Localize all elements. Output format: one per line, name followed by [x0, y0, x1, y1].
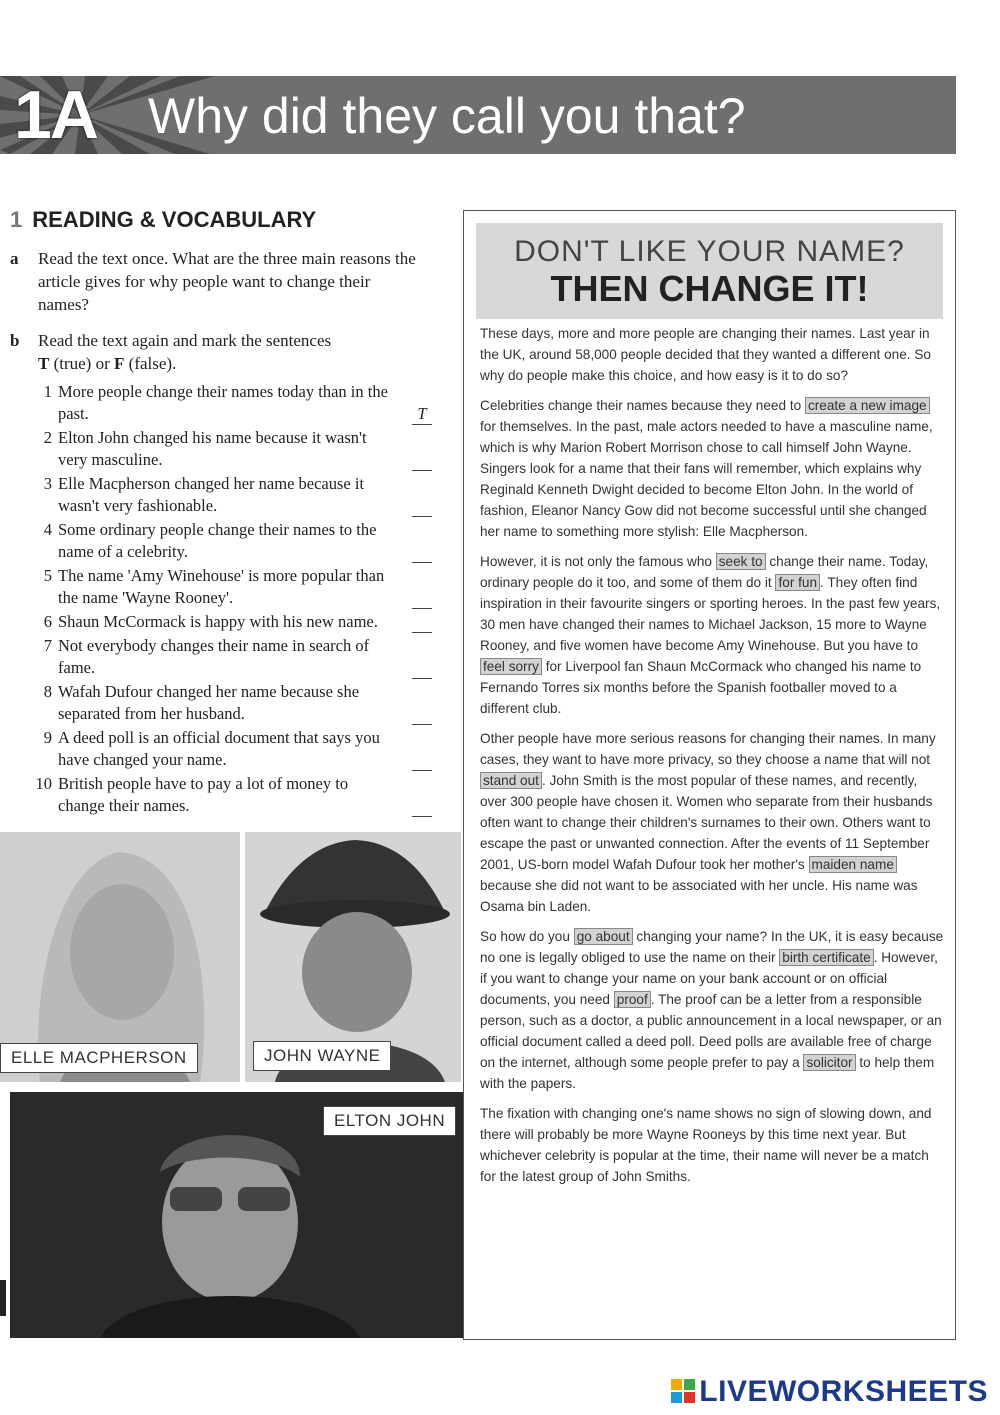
paragraph: The fixation with changing one's name shows no sign of slowing down, and there will probably be more Wayne Rooneys by this time next year. But whichever celebrity is popular at the time, their name will never be a match for the latest group of John Smiths.	[480, 1106, 932, 1184]
page-edge-mark	[0, 1280, 6, 1316]
brand-icon	[671, 1379, 695, 1403]
item-number: 3	[43, 474, 52, 493]
text-run: . They often find inspiration in their favourite singers or sporting heroes. In the past few years, 30 men have changed their names to Michael Jackson, 15 more to Wayne Rooney, and five women have become Amy Winehouse. But you have to	[480, 575, 941, 653]
caption-elton: ELTON JOHN	[323, 1106, 456, 1136]
text-run: However, it is not only the famous who	[480, 554, 712, 569]
item-number: 8	[43, 682, 52, 701]
paragraph: These days, more and more people are changing their names. Last year in the UK, around 58,000 people decided that they wanted a different one. So why do people make this choice, and how easy is it to do so?	[480, 326, 931, 383]
unit-number: 1A	[14, 77, 97, 153]
highlighted-phrase[interactable]: go about	[574, 928, 633, 945]
liveworksheets-logo[interactable]	[671, 1375, 988, 1409]
answer-blank[interactable]	[412, 750, 432, 771]
list-item	[30, 611, 434, 633]
article-headline	[476, 223, 943, 319]
text-run: to help them with the papers.	[480, 1055, 935, 1091]
section-heading	[10, 207, 316, 233]
headline-line-1: DON'T LIKE YOUR NAME?	[514, 235, 905, 268]
list-item	[30, 635, 434, 679]
paragraph	[480, 551, 946, 719]
instruction-text: Read the text again and mark the sentences	[38, 331, 332, 350]
instruction-text: (false).	[128, 354, 177, 373]
item-number: 7	[43, 636, 52, 655]
item-number: 4	[43, 520, 52, 539]
exercise-instruction: Read the text once. What are the three main reasons the article gives for why people want to change their names?	[38, 249, 416, 314]
text-run: . The proof can be a letter from a responsible person, such as a doctor, a public announcement in a local newspaper, or an official document called a deed poll. Deed polls are available free of charge on the internet, although some people prefer to pay a	[480, 992, 942, 1070]
answer-blank[interactable]	[412, 496, 432, 517]
caption-elle: ELLE MACPHERSON	[0, 1043, 198, 1073]
section-title: READING & VOCABULARY	[32, 207, 317, 232]
item-number: 5	[43, 566, 52, 585]
list-item	[30, 381, 434, 425]
item-text: A deed poll is an official document that says you have changed your name.	[58, 728, 380, 769]
text-run: because she did not want to be associated with her uncle. His name was Osama bin Laden.	[480, 878, 918, 914]
text-run: Celebrities change their names because they need to	[480, 398, 802, 413]
paragraph	[480, 728, 946, 917]
answer-blank[interactable]	[412, 588, 432, 609]
text-run: for Liverpool fan Shaun McCormack who changed his name to Fernando Torres six months before the Spanish footballer moved to a different club.	[480, 659, 922, 716]
answer-blank[interactable]	[412, 658, 432, 679]
text-run: Other people have more serious reasons for changing their names. In many cases, they want to have more privacy, so they choose a name that will not	[480, 731, 936, 767]
list-item	[30, 681, 434, 725]
paragraph	[480, 926, 946, 1094]
article-body	[480, 323, 946, 1196]
paragraph	[480, 395, 946, 542]
false-marker: F	[114, 354, 125, 373]
item-number: 9	[43, 728, 52, 747]
unit-banner	[0, 76, 956, 154]
text-run: . John Smith is the most popular of these names, and recently, over 300 people have chosen it. Women who separate from their husbands often want to change their children's surnames to their own. Others want to escape the past or unwanted connection. After the events of 11 September 2001, US-born model Wafah Dufour took her mother's	[480, 773, 933, 872]
unit-title: Why did they call you that?	[148, 88, 746, 144]
answer-blank[interactable]: T	[412, 404, 432, 425]
item-text: More people change their names today than in the past.	[58, 382, 388, 423]
item-number: 6	[43, 612, 52, 631]
item-text: Not everybody changes their name in search of fame.	[58, 636, 370, 677]
highlighted-phrase[interactable]: stand out	[480, 772, 542, 789]
list-item	[30, 473, 434, 517]
exercise-letter: b	[10, 331, 20, 350]
list-item	[30, 519, 434, 563]
true-marker: T	[38, 354, 50, 373]
text-run: changing your name? In the UK, it is easy because no one is legally obliged to use the name on their	[480, 929, 944, 965]
highlighted-phrase[interactable]: birth certificate	[779, 949, 873, 966]
list-item	[30, 727, 434, 771]
article-box	[463, 210, 956, 1340]
list-item	[30, 565, 434, 609]
exercise-letter: a	[10, 249, 19, 268]
item-text: The name 'Amy Winehouse' is more popular than the name 'Wayne Rooney'.	[58, 566, 385, 607]
item-text: Some ordinary people change their names to the name of a celebrity.	[58, 520, 377, 561]
answer-blank[interactable]	[412, 612, 432, 633]
answer-blank[interactable]	[412, 796, 432, 817]
text-run: So how do you	[480, 929, 570, 944]
item-text: Elle Macpherson changed her name because it wasn't very fashionable.	[58, 474, 365, 515]
highlighted-phrase[interactable]: create a new image	[805, 397, 930, 414]
item-number: 1	[43, 382, 52, 401]
instruction-text: (true) or	[53, 354, 110, 373]
highlighted-phrase[interactable]: seek to	[716, 553, 766, 570]
text-run: change their name. Today, ordinary people do it too, and some of them do it	[480, 554, 929, 590]
item-number: 10	[35, 774, 52, 793]
text-run: . However, if you want to change your name on your bank account or on official documents, you need	[480, 950, 938, 1007]
exercise-instruction	[38, 329, 420, 375]
list-item	[30, 773, 434, 817]
highlighted-phrase[interactable]: maiden name	[809, 856, 897, 873]
answer-blank[interactable]	[412, 450, 432, 471]
highlighted-phrase[interactable]: proof	[614, 991, 651, 1008]
text-run: for themselves. In the past, male actors needed to have a masculine name, which is why Marion Robert Morrison chose to call himself John Wayne. Singers look for a name that their fans will remember, which explains why Reginald Kenneth Dwight decided to become Elton John. In the world of fashion, Eleanor Nancy Gow did not become successful until she changed her name to something more stylish: Elle Macpherson.	[480, 419, 933, 539]
item-text: Shaun McCormack is happy with his new name.	[58, 612, 378, 631]
item-text: British people have to pay a lot of money to change their names.	[58, 774, 349, 815]
caption-john: JOHN WAYNE	[253, 1041, 391, 1071]
true-false-list	[30, 381, 434, 819]
exercise-b	[10, 329, 420, 375]
highlighted-phrase[interactable]: for fun	[775, 574, 820, 591]
item-number: 2	[43, 428, 52, 447]
item-text: Elton John changed his name because it wasn't very masculine.	[58, 428, 367, 469]
highlighted-phrase[interactable]: feel sorry	[480, 658, 542, 675]
exercise-a	[10, 247, 420, 316]
item-text: Wafah Dufour changed her name because she separated from her husband.	[58, 682, 360, 723]
answer-blank[interactable]	[412, 704, 432, 725]
headline-line-2: THEN CHANGE IT!	[550, 268, 869, 309]
section-number: 1	[10, 207, 23, 232]
answer-blank[interactable]	[412, 542, 432, 563]
highlighted-phrase[interactable]: solicitor	[803, 1054, 855, 1071]
list-item	[30, 427, 434, 471]
brand-name: LIVEWORKSHEETS	[699, 1375, 988, 1408]
